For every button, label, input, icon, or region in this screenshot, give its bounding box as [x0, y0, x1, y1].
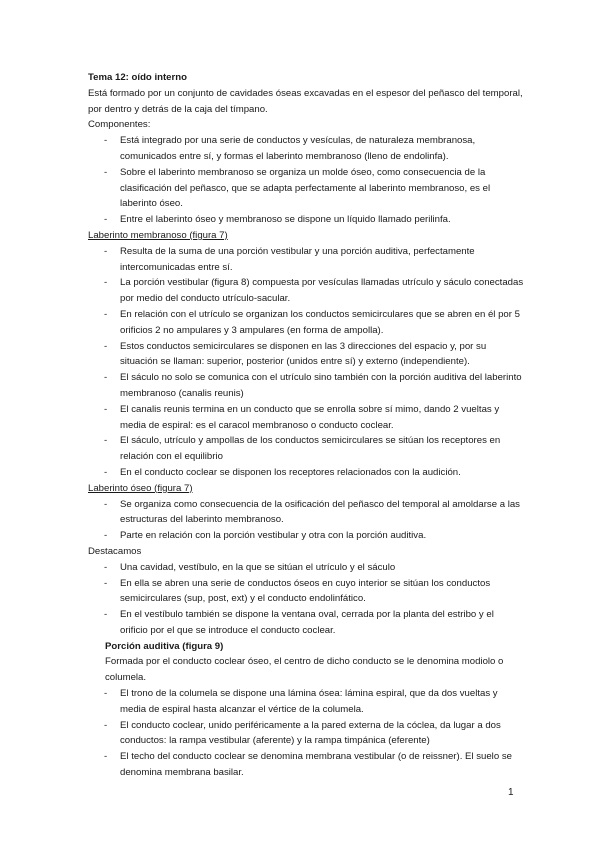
list-item: - Está integrado por una serie de conductos y vesículas, de naturaleza membranosa, comunicados entre sí, y formas el laberinto membranoso (lleno de endolinfa).: [104, 135, 476, 162]
bullet-dash: -: [104, 372, 108, 384]
bullet-dash: -: [104, 719, 108, 731]
list-item: - El trono de la columela se dispone una lámina ósea: lámina espiral, que da dos vueltas y media de espiral hasta alcanzar el vértice de la columela.: [104, 688, 498, 715]
list-item: - Estos conductos semicirculares se disponen en las 3 direcciones del espacio y, por su situación se llaman: superior, posterior (unidos entre sí) y externo (independiente).: [104, 340, 487, 368]
list-item: - Entre el laberinto óseo y membranoso se dispone un líquido llamado perilinfa.: [88, 212, 524, 228]
list-item: - Sobre el laberinto membranoso se organiza un molde óseo, como consecuencia de la clasificación del peñasco, que se adapta perfectamente al laberinto membranoso, es el laberinto óseo.: [104, 166, 491, 210]
componentes-list: [88, 133, 524, 228]
list-item: - Parte en relación con la porción vestibular y otra con la porción auditiva.: [88, 528, 524, 544]
section-heading-membranoso: Laberinto membranoso (figura 7): [88, 229, 228, 241]
list-item: - Se organiza como consecuencia de la osificación del peñasco del temporal al amoldarse a las estructuras del laberinto membranoso.: [104, 498, 520, 526]
membranoso-list: [88, 244, 524, 481]
bullet-dash: -: [104, 498, 108, 510]
list-item: - El techo del conducto coclear se denomina membrana vestibular (o de reissner). El suelo se denomina membrana basilar.: [104, 751, 512, 779]
bullet-dash: -: [104, 466, 108, 478]
bullet-dash: -: [104, 561, 108, 573]
list-item: - En ella se abren una serie de conductos óseos en cuyo interior se sitúan los conductos semicirculares (sup, post, ext) y el conducto endolinfático.: [104, 577, 491, 605]
page-title: Tema 12: oído interno: [88, 72, 187, 83]
list-item: - En relación con el utrículo se organizan los conductos semicirculares que se abren en él por 5 orificios 2 no ampulares y 3 ampulares (en forma de ampolla).: [104, 308, 520, 336]
intro-paragraph: Está formado por un conjunto de cavidades óseas excavadas en el espesor del peñasco del temporal, por dentro y detrás de la caja del tímpano.: [88, 87, 523, 115]
list-item: - En el conducto coclear se disponen los receptores relacionados con la audición.: [88, 465, 524, 481]
list-item: - En el vestíbulo también se dispone la ventana oval, cerrada por la planta del estribo y el orificio por el que se introduce el conducto coclear.: [104, 609, 494, 636]
list-item: - Una cavidad, vestíbulo, en la que se sitúan el utrículo y el sáculo: [88, 560, 524, 576]
componentes-label: Componentes:: [88, 119, 151, 131]
bullet-dash: -: [104, 577, 108, 589]
section-heading-oseo: Laberinto óseo (figura 7): [88, 482, 193, 494]
section-heading-auditiva: Porción auditiva (figura 9): [105, 640, 224, 652]
bullet-dash: -: [104, 435, 108, 447]
page-number: 1: [508, 787, 514, 798]
bullet-dash: -: [104, 688, 108, 700]
document-body: [88, 70, 524, 781]
list-item: - La porción vestibular (figura 8) compuesta por vesículas llamadas utrículo y sáculo conectadas por medio del conducto utrículo-sacular.: [104, 277, 524, 305]
list-item: - El canalis reunis termina en un conducto que se enrolla sobre sí mimo, dando 2 vueltas y media de espiral: es el caracol membranoso o conducto coclear.: [104, 403, 500, 431]
list-item: - El sáculo, utrículo y ampollas de los conductos semicirculares se sitúan los receptores en relación con el equilibrio: [104, 435, 501, 463]
bullet-dash: -: [104, 751, 108, 763]
destacamos-label: Destacamos: [88, 545, 142, 557]
bullet-dash: -: [104, 277, 108, 289]
bullet-dash: -: [104, 530, 108, 542]
oseo-list: [88, 497, 524, 544]
list-item: - Resulta de la suma de una porción vestibular y una porción auditiva, perfectamente intercomunicadas entre sí.: [104, 245, 475, 273]
bullet-dash: -: [104, 403, 108, 415]
bullet-dash: -: [104, 214, 108, 226]
bullet-dash: -: [104, 340, 108, 352]
auditiva-intro: Formada por el conducto coclear óseo, el centro de dicho conducto se le denomina modiolo o columela.: [105, 656, 504, 684]
bullet-dash: -: [104, 166, 108, 178]
bullet-dash: -: [104, 308, 108, 320]
list-item: - El conducto coclear, unido periféricamente a la pared externa de la cóclea, da lugar a dos conductos: la rampa vestibular (aferente) y la rampa timpánica (eferente): [104, 719, 501, 747]
bullet-dash: -: [104, 135, 108, 147]
auditiva-list: [88, 686, 524, 781]
list-item: - El sáculo no solo se comunica con el utrículo sino también con la porción auditiva del laberinto membranoso (canalis reunis): [104, 372, 522, 399]
bullet-dash: -: [104, 609, 108, 621]
bullet-dash: -: [104, 245, 108, 257]
destacamos-list: [88, 560, 524, 639]
